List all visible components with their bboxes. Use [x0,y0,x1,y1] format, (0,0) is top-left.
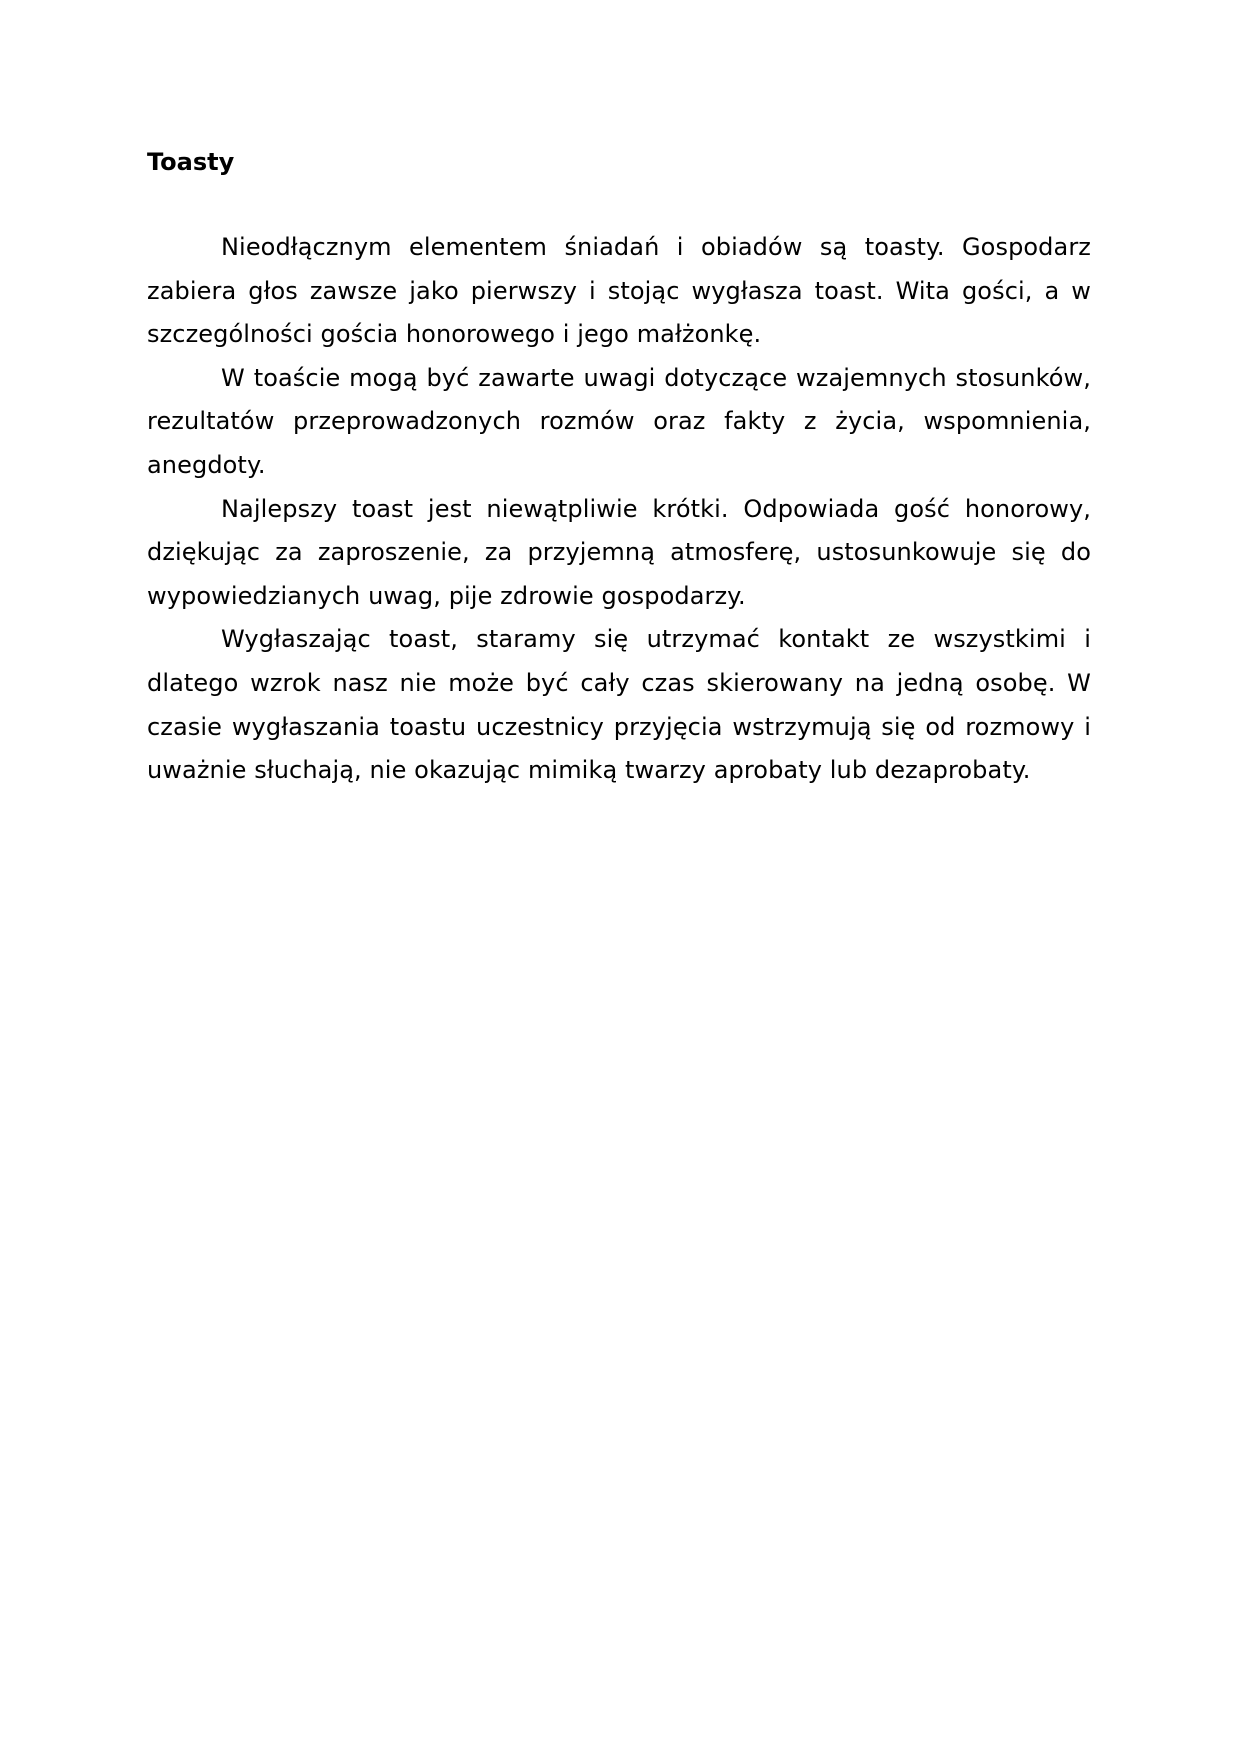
paragraph-2: W toaście mogą być zawarte uwagi dotyczące wzajemnych stosunków, rezultatów przeprowadzonych rozmów oraz fakty z życia, wspomnienia, anegdoty. [147,363,1091,479]
paragraph-3: Najlepszy toast jest niewątpliwie krótki. Odpowiada gość honorowy, dziękując za zaproszenie, za przyjemną atmosferę, ustosunkowuje się do wypowiedzianych uwag, pije zdrowie gospodarzy. [147,494,1091,610]
document-body [147,140,1091,793]
document-title: Toasty [147,148,235,176]
paragraph-4: Wygłaszając toast, staramy się utrzymać kontakt ze wszystkimi i dlatego wzrok nasz nie może być cały czas skierowany na jedną osobę. W czasie wygłaszania toastu uczestnicy przyjęcia wstrzymują się od rozmowy i uważnie słuchają, nie okazując mimiką twarzy aprobaty lub dezaprobaty. [147,625,1091,785]
paragraph-1: Nieodłącznym elementem śniadań i obiadów są toasty. Gospodarz zabiera głos zawsze jako pierwszy i stojąc wygłasza toast. Wita gości, a w szczególności gościa honorowego i jego małżonkę. [147,233,1091,349]
